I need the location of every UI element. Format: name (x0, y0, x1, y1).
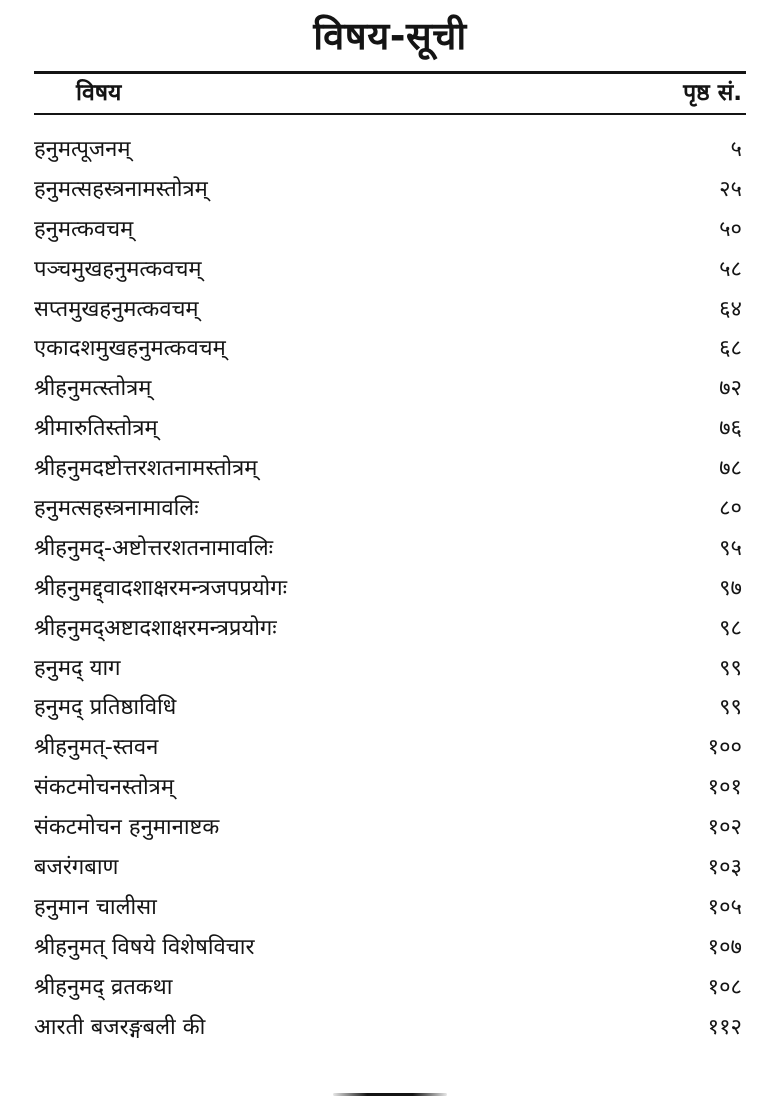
entry-title: श्रीहनुमद् व्रतकथा (34, 974, 173, 1000)
entry-title: श्रीहनुमदष्टोत्तरशतनामस्तोत्रम् (34, 456, 258, 482)
entry-page-number: ५८ (719, 256, 742, 282)
entry-page-number: ६८ (719, 336, 742, 362)
contents-entry (34, 489, 746, 529)
entry-page-number: ९८ (719, 615, 742, 641)
contents-entry (34, 768, 746, 808)
entry-title: श्रीहनुमत् विषये विशेषविचार (34, 934, 255, 960)
contents-entry (34, 449, 746, 489)
entry-title: पञ्चमुखहनुमत्कवचम् (34, 256, 202, 282)
entry-title: श्रीमारुतिस्तोत्रम् (34, 416, 158, 442)
contents-entry (34, 808, 746, 848)
entry-title: संकटमोचन हनुमानाष्टक (34, 815, 220, 841)
entry-page-number: १०० (707, 735, 742, 761)
entry-title: आरती बजरङ्गबली की (34, 1014, 206, 1040)
entry-page-number: १०७ (707, 934, 742, 960)
entry-page-number: ११२ (707, 1014, 742, 1040)
contents-entry (34, 569, 746, 609)
entry-page-number: ७२ (719, 376, 742, 402)
contents-entry (34, 409, 746, 449)
page-number-column-header: पृष्ठ सं. (683, 80, 742, 106)
contents-entry (34, 888, 746, 928)
entry-title: हनुमत्पूजनम् (34, 137, 131, 162)
entry-page-number: ८० (719, 496, 742, 522)
entry-page-number: १०२ (707, 815, 742, 841)
entry-page-number: ५ (730, 137, 742, 162)
contents-entry (34, 250, 746, 290)
contents-entry (34, 210, 746, 250)
entry-title: श्रीहनुमद्अष्टादशाक्षरमन्त्रप्रयोगः (34, 615, 277, 641)
entry-page-number: १०८ (707, 974, 742, 1000)
entry-title: हनुमत्कवचम् (34, 216, 134, 242)
entry-page-number: ५० (719, 216, 742, 242)
entry-title: बजरंगबाण (34, 855, 119, 881)
page-title: विषय-सूची (313, 14, 467, 58)
contents-entry (34, 688, 746, 728)
header-rule (34, 113, 746, 115)
contents-entry (34, 170, 746, 210)
top-rule (34, 71, 746, 74)
contents-entry (34, 848, 746, 888)
contents-entry (34, 728, 746, 768)
end-ornament-rule (333, 1093, 447, 1096)
contents-entry (34, 609, 746, 649)
entry-page-number: २५ (719, 176, 742, 202)
entry-page-number: ७६ (719, 416, 742, 442)
contents-list (34, 130, 746, 1047)
contents-entry (34, 928, 746, 968)
entry-page-number: ६४ (719, 296, 742, 322)
contents-entry (34, 130, 746, 170)
contents-entry (34, 329, 746, 369)
entry-page-number: १०३ (707, 855, 742, 881)
contents-entry (34, 369, 746, 409)
contents-entry (34, 290, 746, 330)
entry-title: हनुमत्सहस्त्रनामस्तोत्रम् (34, 176, 208, 202)
column-header (34, 78, 746, 112)
entry-title: एकादशमुखहनुमत्कवचम् (34, 336, 226, 362)
entry-page-number: १०५ (707, 894, 742, 920)
entry-title: श्रीहनुमद्द्वादशाक्षरमन्त्रजपप्रयोगः (34, 575, 288, 601)
entry-title: हनुमद् याग (34, 655, 121, 681)
entry-page-number: ९९ (719, 655, 742, 681)
subject-column-header: विषय (76, 80, 122, 106)
entry-title: श्रीहनुमद्-अष्टोत्तरशतनामावलिः (34, 535, 274, 561)
entry-page-number: ९७ (719, 575, 742, 601)
entry-page-number: ९५ (719, 535, 742, 561)
entry-title: श्रीहनुमत्-स्तवन (34, 735, 159, 761)
entry-title: हनुमान चालीसा (34, 894, 157, 920)
entry-page-number: १०१ (707, 775, 742, 801)
entry-title: श्रीहनुमत्स्तोत्रम् (34, 376, 152, 402)
contents-entry (34, 649, 746, 689)
entry-page-number: ९९ (719, 695, 742, 721)
contents-entry (34, 529, 746, 569)
entry-title: संकटमोचनस्तोत्रम् (34, 775, 174, 801)
entry-page-number: ७८ (719, 456, 742, 482)
contents-entry (34, 968, 746, 1008)
entry-title: हनुमद् प्रतिष्ठाविधि (34, 695, 177, 721)
contents-entry (34, 1008, 746, 1048)
entry-title: सप्तमुखहनुमत्कवचम् (34, 296, 199, 322)
entry-title: हनुमत्सहस्त्रनामावलिः (34, 496, 199, 522)
